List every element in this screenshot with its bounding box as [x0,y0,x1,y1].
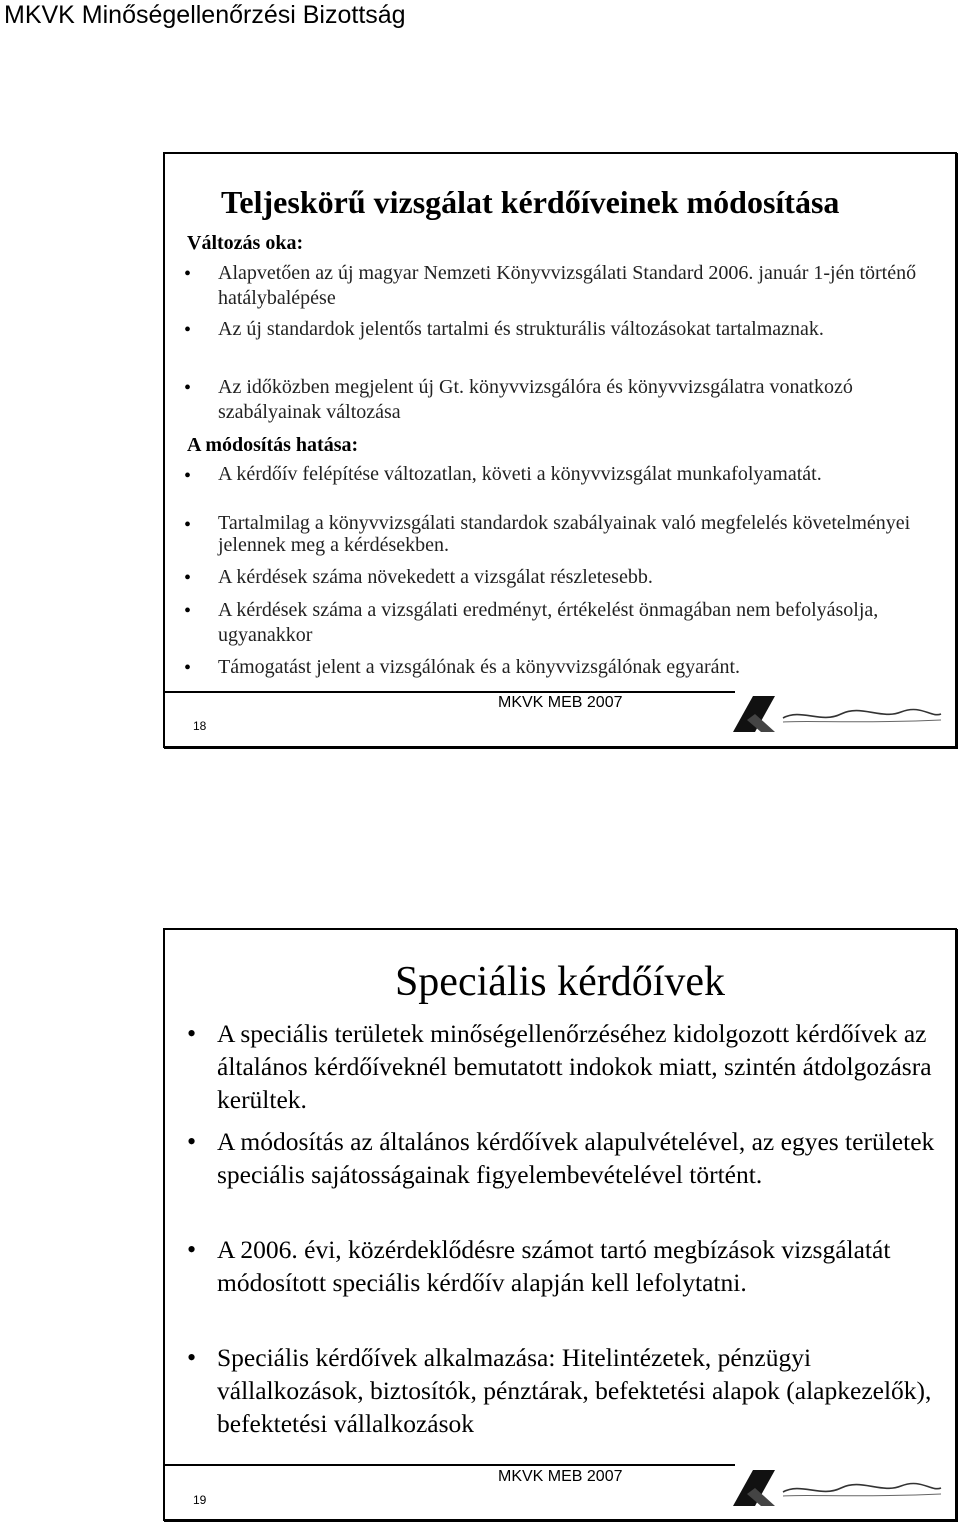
bullet-icon: • [184,465,192,487]
page-number: 19 [193,1493,207,1507]
bullet-icon: • [187,1235,197,1264]
bullet-icon: • [184,657,192,679]
footer-text: MKVK MEB 2007 [498,694,623,711]
bullet-icon: • [184,600,192,622]
document-header: MKVK Minőségellenőrzési Bizottság [4,1,406,29]
bullet-icon: • [184,514,192,536]
footer-text: MKVK MEB 2007 [498,1468,623,1485]
bullet-icon: • [187,1127,197,1156]
slide-19: Speciális kérdőívek • A speciális területek minőségellenőrzéséhez kidolgozott kérdőívek az általános kérdőíveknél bemutatott indokok miatt, szintén átdolgozásra kerültek. • A módosítás az általános kérdőívek alapulvételével, az egyes területek speciális sajátosságainak figyelembevételével történt. • A 2006. évi, közérdeklődésre számot tartó megbízások vizsgálatát módosított speciális kérdőív alapján kell lefolytatni. • Speciális kérdőívek alkalmazása: Hitelintézetek, pénzügyi vállalkozások, biztosítók, pénztárak, befektetési alapok (alapkezelők), befektetési vállalkozások MKVK MEB 2007 19 [163,928,957,1521]
footer-rule [165,1464,735,1466]
bullet-icon: • [187,1019,197,1048]
slide-title: Speciális kérdőívek [394,959,726,1005]
slide-18: Teljeskörű vizsgálat kérdőíveinek módosítása Változás oka: • Alapvetően az új magyar Nemzeti Könyvvizsgálati Standard 2006. január 1-jén történő hatálybalépése • Az új standardok jelentős tartalmi és strukturális változásokat tartalmaznak. • Az időközben megjelent új Gt. könyvvizsgálóra és könyvvizsgálatra vonatkozó szabályainak változása A módosítás hatása: • A kérdőív felépítése változatlan, követi a könyvvizsgálat munkafolyamatát. • Tartalmilag a könyvvizsgálati standardok szabályainak való megfelelés követelményei jelennek meg a kérdésekben. • A kérdések száma növekedett a vizsgálat részletesebb. • A kérdések száma a vizsgálati eredményt, értékelést önmagában nem befolyásolja, ugyanakkor • Támogatást jelent a vizsgálónak és a könyvvizsgálónak egyaránt. MKVK MEB 2007 18 [163,152,957,748]
bullet-icon: • [184,319,192,341]
footer-rule [165,691,735,693]
section-heading-effect: A módosítás hatása: [187,434,359,456]
section-heading-change-reason: Változás oka: [187,232,304,254]
bullet-icon: • [184,567,192,589]
slide-title: Teljeskörű vizsgálat kérdőíveinek módosítása [221,184,840,220]
bullet-icon: • [187,1343,197,1372]
mkvk-logo-icon [731,694,943,734]
page-number: 18 [193,719,207,733]
bullet-icon: • [184,377,192,399]
bullet-icon: • [184,263,192,285]
mkvk-logo-icon [731,1468,943,1508]
